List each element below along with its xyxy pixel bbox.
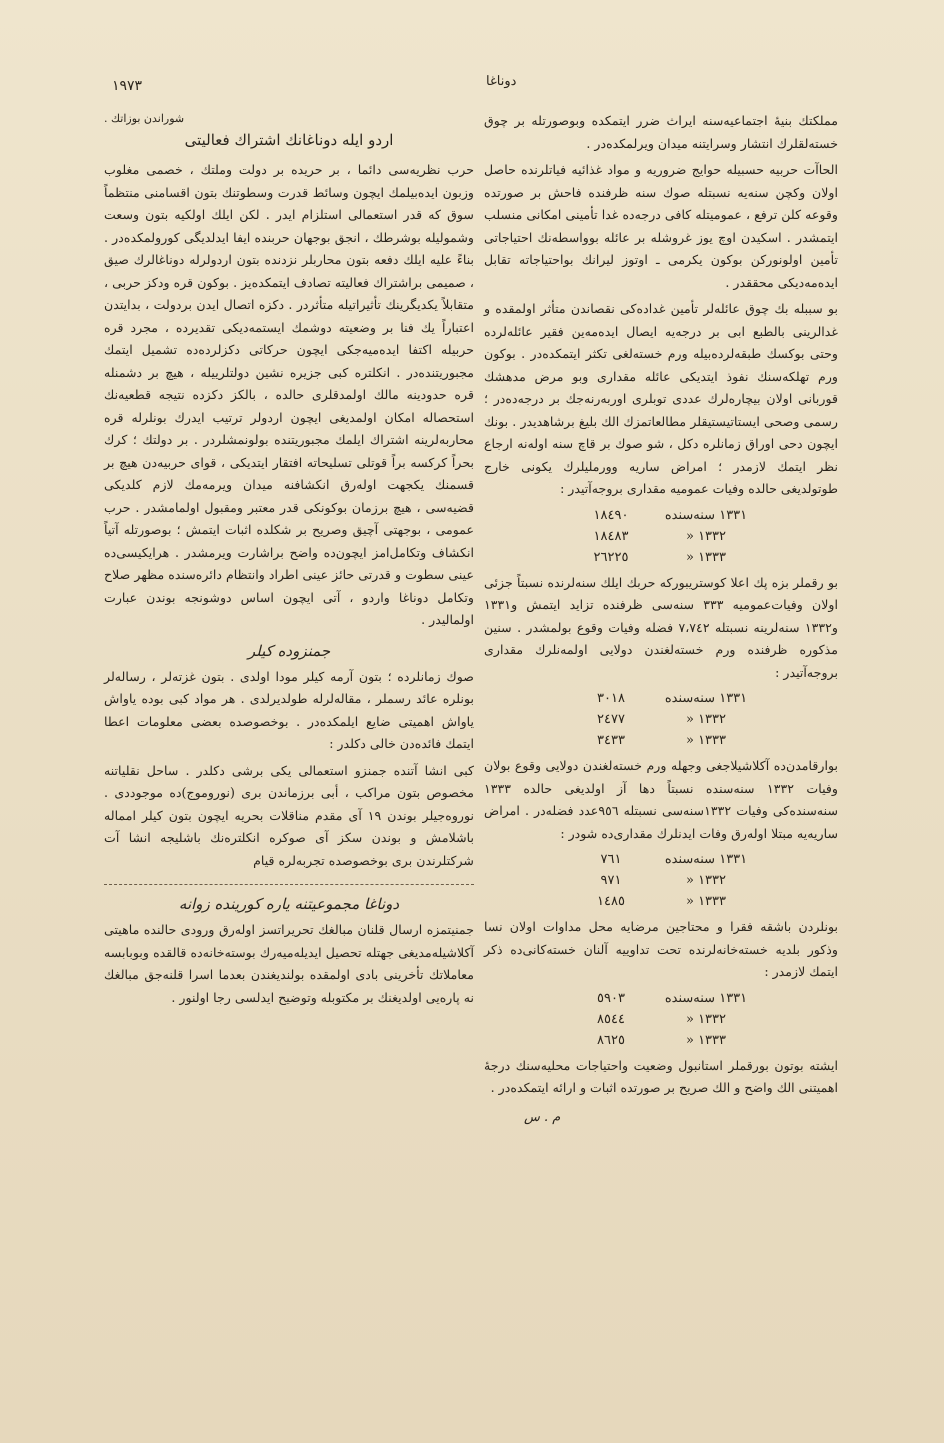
table-row [484, 1030, 838, 1051]
column-kicker: شوراندن بوزاتك . [104, 112, 185, 125]
contagious-disease-table [484, 849, 838, 912]
year-label: ١٣٣٣ « [685, 733, 727, 748]
year-label: ١٣٣٢ « [685, 712, 727, 727]
table-row [484, 730, 838, 751]
right-column [484, 110, 838, 1125]
year-label: ١٣٣٢ « [685, 528, 727, 544]
year-label: ١٣٣١ سنه‌سنده [664, 507, 748, 523]
article-paragraph: الحاآت حربیه حسبیله حوایج ضروریه و مواد غذائیه فیاتلرنده حاصل اولان وکچن سنه‌یه نسبتله صوك سنه ظرفنده فاحش بر صورتده وقوعه کلن ترفع ، عمومیتله کافی درجه‌ده غدا تأمینی امکانی منسلب ایتمشدر . اسکیدن اوچ یوز غروشله بر عائله بوواسطه‌نك احتیاجاتی تأمین اولونورکن بوکون یکرمی ـ اوتوز لیرانك بواحتیاجاته تقابل ایده‌مه‌دیکی محققدر . [484, 162, 838, 290]
running-title: دوناغا [486, 74, 517, 89]
year-label: ١٣٣٢ « [685, 873, 727, 888]
table-row [484, 988, 838, 1009]
article-paragraph: بو رقملر بزه پك اعلا کوستریبورکه حربك ایلك سنه‌لرنده نسبتاً جزئی اولان وفیات‌عمومیه ٣٣٣ سنه‌سی ظرفنده تزاید ایتمش و١٣٣١ و١٣٣٢ سنه‌لرینه نسبتله ٧،٧٤٢ فضله وفیات وقوع بولمشدر . سنین مذکوره ظرفنده ورم خسته‌لغندن دولایی اولمه‌نلرك مقداری بروجه‌آتیدر : [484, 574, 838, 680]
mortality-table [484, 505, 838, 568]
table-row [484, 547, 838, 568]
article-paragraph: کبی انشا آتنده جمنزو استعمالی یکی برشی دکلدر . ساحل نقلیاتنه مخصوص بتون مراکب ، أبی برزماندن بری (نوروموج)ده موجوددی . نوروه‌جیلر بوندن ١٩ آی مقدم مناقلات بحریه ایچون بتون کیلر امماله باشلامش و بوندن سکز آی صوکره انکلتره‌نك باشلیجه انشا آت شرکتلرندن بری بوخصوصده تجربه‌لره قیام [104, 762, 474, 868]
article-paragraph: بوارقامدن‌ده آکلاشیلاجغی وجهله ورم خسته‌لغندن دولایی وقوع بولان وفیات ١٣٣٢ سنه‌سنده نسبتاً دها آز اولدیغی حالده ١٣٣٣ سنه‌سنده‌کی وفیات ١٣٣٢سنه‌سی نسبتله ٩٥٦عدد فضله‌در . امراض ساریه‌یه مبتلا اوله‌رق وفات ایدنلرك مقداری‌ده شودر : [484, 758, 839, 841]
figure-value: ٣٤٣٣ [597, 733, 625, 748]
article-paragraph: بو سببله بك چوق عائله‌لر تأمین غداده‌کی نقصاندن متأثر اولمقده و غدالرینی بالطبع ابی بر درجه‌یه ایصال ایده‌مه‌ین فقیر عائله‌لرده وحتی بوکسك طبقه‌لرده‌بیله ورم خسته‌لغی تکثر ایتمکده‌در . بوکون ورم تهلکه‌سنك نفوذ ایتدیکی عائله مقداری وبو مرض مدهشك قوربانی اولان بیچاره‌لرك عددی توبلری اوربه‌رنه‌جك بر درجه‌ده‌در ؛ رسمی وصحی ایستاتیستیقلر مطالعاتمزك الك بلیغ برشاهدیدر . بونك ایچون دحی اوراق زمانلره دکل ، شو صوك بر قاچ سنه اوله‌نه ارجاع نظر ایتمك لازمدر ؛ امراض ساریه وورملیلرك یکونی خارج طوتولدیغی حالده وفیات عمومیه مقداری بروجه‌آتیدر : [484, 301, 838, 496]
article-paragraph: ایشته بوتون بورقملر استانبول وضعیت واحتیاجات محلیه‌سنك درجهٔ اهمیتنی الك واضح و الك صریح بر صورتده اثبات و ارائه ایتمکده‌در . [484, 1057, 838, 1095]
article-paragraph: بونلردن باشقه فقرا و محتاجین مرضایه محل مداوات اولان نسا وذکور بلدیه خسته‌خانه‌لرنده تحت تداوییه آلنان خسته‌کانی‌ده ذکر ایتمك لازمدر : [484, 919, 838, 979]
figure-value: ٢٦٢٢٥ [593, 549, 629, 565]
left-column [104, 112, 474, 1013]
year-label: ١٣٣١ سنه‌سنده [664, 691, 748, 706]
figure-value: ٢٤٧٧ [597, 712, 625, 727]
section-subhead: جمنزوده کیلر [247, 641, 331, 660]
figure-value: ١٨٤٩٠ [593, 507, 629, 523]
table-row [484, 870, 838, 891]
article-heading: اردو ایله دوناغانك اشتراك فعالیتی [184, 131, 394, 149]
figure-value: ١٤٨٥ [597, 894, 625, 909]
year-label: ١٣٣٣ « [685, 549, 727, 565]
year-label: ١٣٣٣ « [685, 1032, 727, 1048]
author-signature: م . س [524, 1109, 561, 1125]
figure-value: ٨٥٤٤ [597, 1011, 625, 1027]
figure-value: ٨٦٢٥ [597, 1032, 625, 1048]
figure-value: ٩٧١ [600, 873, 622, 888]
table-row [484, 849, 838, 870]
table-row [484, 1009, 838, 1030]
year-label: ١٣٣٢ « [685, 1011, 727, 1027]
year-label: ١٣٣٣ « [685, 894, 727, 909]
table-row [484, 709, 838, 730]
article-paragraph: مملکتك بنیهٔ اجتماعیه‌سنه ایراث ضرر ایتمکده وبوصورتله بر چوق خسته‌لقلرك انتشار وسرایتنه میدان ویرلمکده‌در . [484, 113, 838, 151]
table-row [484, 688, 838, 709]
article-paragraph: حرب نظریه‌سی دائما ، بر حریده بر دولت وملتك ، خصمی مغلوب وزبون ایده‌بیلمك ایچون وسائط قدرت وسطوتنك بتون اقسامنی منتظماً سوق‌ که قدر استعمالی استلزام ایدر . لكن ایلك اولکیه بتون وسعت وشمولیله بوشرطك ، انجق بوجهان حربنده ایفا ایدلدیگی کورولمکده‌در . بناءً علیه ایلك دفعه بتون محاربلر نزدنده بتون اردولرله دوناغالرك صیق ، صمیمی براشتراك فعالیته تصادف ایتمکده‌یز . بوکون قره ودکز حربی ، متقابلاً یکدیگرینك تأثیراتیله متأثردر . دکزه اتصال ایدن بردولت ، بدایتدن اعتباراً یك فنا بر وضعیته دوشمك ایستمه‌دیکی تقدیرده ، مجرد قره حربیله اکتفا ایده‌میه‌جکی ایچون حرکاتی دکزلرده‌ده تشمیل ایتمك مجبوریتنده‌در . انکلتره کبی جزیره نشین دولتلرییله ، هیچ بر دشمنله قره حدودینه مالك اولمدقلری حالده ، بالکز دکزده نتیجه قطعیه‌نك استحصاله امکان اولمدیغی ایچون اردولر ترتیب ایدرك بونلرله قره محاربه‌لرینه اشتراك ایلمك مجبوریتنده بولونمشلردر . بر دولتك ؛ کرك بحراً کرکسه براً قوتلی تسلیحاته افتقار ایتدیکی ، قوای حربیه‌دن هیچ بر قسمنك یکجهت اوله‌رق انکشافنه میدان ویرمه‌مك لازم کلدیکی قضیه‌سی ، هیچ برزمان بوکونکی قدر معتبر ومقبول اولمامشدر . حرب عمومی ، بوجهتی آچیق وصریح بر شکلده اثبات ایتمش ؛ بوصورتله آتیاً انکشاف وتکامل‌امز ایچون‌ده واضح براشارت ویرمشدر . هرایکیسی‌ده عینی سطوت و قدرتی حائز عینی اطراد وانتظام دائره‌سنده مظهر صلاح وتکامل دوناغا واردو ، آتی ایچون اساس دوشونجه بوندن عبارت اولمالیدر . [104, 162, 474, 627]
year-label: ١٣٣١ سنه‌سنده [664, 852, 748, 867]
notice-subhead: دوناغا مجموعیتنه یاره کورینده زوانه [178, 895, 400, 913]
year-label: ١٣٣١ سنه‌سنده [664, 990, 748, 1006]
figure-value: ١٨٤٨٣ [593, 528, 629, 544]
section-divider [104, 884, 474, 885]
edema-table [484, 688, 838, 751]
hospital-patients-table [484, 988, 838, 1051]
figure-value: ٣٠١٨ [597, 691, 625, 706]
figure-value: ٧٦١ [600, 852, 622, 867]
figure-value: ٥٩٠٣ [597, 990, 625, 1006]
page-number: ١٩٧٣ [112, 78, 143, 94]
table-row [484, 526, 838, 547]
table-row [484, 891, 838, 912]
article-paragraph: صوك زمانلرده ؛ بتون آرمه کیلر مودا اولدی . بتون غزته‌لر ، رساله‌لر بونلره عائد رسملر ، مقاله‌لرله طولدیرلدی . هر مواد کبی بوده یاواش یاواش اهمیتی ضایع ایلمکده‌در . بوخصوصده بعضی معلومات اعطا ایتمك فائده‌دن خالی دکلدر : [104, 668, 474, 751]
table-row [484, 505, 838, 526]
notice-paragraph: جمنیتمزه ارسال قلنان مبالغك تحریراتسز اوله‌رق ورودی حالنده ماهیتی آکلاشیله‌مدیغی جهتله تحصیل ایدیله‌میه‌رك بوسته‌خانه‌ده قالقده وبوبابسه معاملاتك تأخرینی بادی اولمقده بولندیغندن بعدما اسرا قلنه‌جق مبالغك نه پاره‌یی اولدیغنك بر مکتوبله وتوضیح ایدلسی رجا اولنور . [104, 922, 474, 1005]
